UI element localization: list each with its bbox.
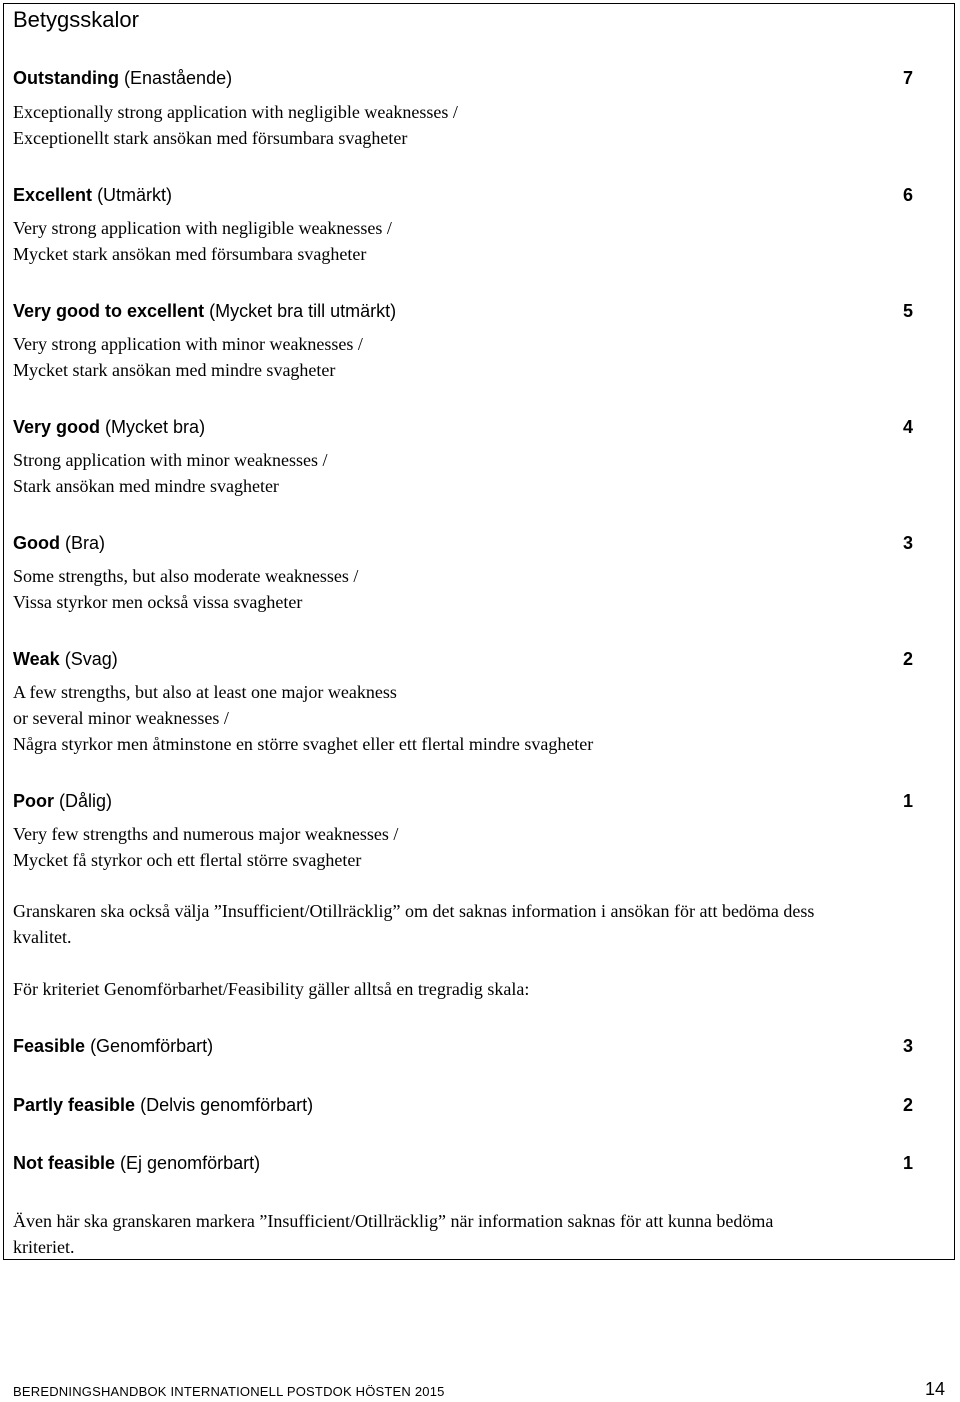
footer-title: BEREDNINGSHANDBOK INTERNATIONELL POSTDOK HÖSTEN 2015 — [13, 1384, 445, 1399]
grade-translation: (Utmärkt) — [97, 185, 173, 205]
feasibility-score: 3 — [902, 1036, 913, 1056]
description-line: Stark ansökan med mindre svagheter — [13, 476, 279, 496]
grade-heading — [13, 68, 913, 89]
grade-translation: (Bra) — [65, 533, 106, 553]
page-title: Betygsskalor — [13, 7, 139, 32]
grade-description — [13, 215, 943, 267]
note-line: kriteriet. — [13, 1237, 75, 1257]
feasibility-heading — [13, 1036, 913, 1057]
feasibility-intro: För kriteriet Genomförbarhet/Feasibility gäller alltså en tregradig skala: — [13, 979, 530, 999]
grade-score: 3 — [902, 533, 913, 553]
grade-label: Outstanding — [13, 68, 119, 88]
description-line: A few strengths, but also at least one major weakness — [13, 682, 397, 702]
grade-score: 4 — [902, 417, 913, 437]
description-line: Mycket få styrkor och ett flertal större svagheter — [13, 850, 362, 870]
grade-description — [13, 679, 943, 757]
grade-translation: (Svag) — [64, 649, 118, 669]
feasibility-label: Partly feasible — [13, 1095, 136, 1115]
grade-score: 1 — [902, 791, 913, 811]
feasibility-translation: (Ej genomförbart) — [120, 1153, 261, 1173]
grade-heading — [13, 649, 913, 670]
grade-label: Weak — [13, 649, 60, 669]
description-line: Strong application with minor weaknesses / — [13, 450, 328, 470]
description-line: Very strong application with minor weaknesses / — [13, 334, 363, 354]
grade-label: Poor — [13, 791, 55, 811]
grade-description — [13, 99, 943, 151]
grade-score: 2 — [902, 649, 913, 669]
feasibility-translation: (Delvis genomförbart) — [140, 1095, 314, 1115]
note-line: kvalitet. — [13, 927, 72, 947]
grade-description — [13, 447, 943, 499]
description-line: or several minor weaknesses / — [13, 708, 229, 728]
note-line: Granskaren ska också välja ”Insufficient/Otillräcklig” om det saknas information i ansökan för att bedöma dess — [13, 901, 815, 921]
feasibility-label: Not feasible — [13, 1153, 116, 1173]
feasibility-label: Feasible — [13, 1036, 86, 1056]
description-line: Very strong application with negligible weaknesses / — [13, 218, 392, 238]
grade-score: 5 — [902, 301, 913, 321]
grade-heading — [13, 417, 913, 438]
grade-label: Very good to excellent — [13, 301, 205, 321]
description-line: Exceptionally strong application with negligible weaknesses / — [13, 102, 458, 122]
grade-translation: (Enastående) — [124, 68, 233, 88]
description-line: Very few strengths and numerous major weaknesses / — [13, 824, 399, 844]
page-number: 14 — [925, 1379, 946, 1399]
grade-description — [13, 331, 943, 383]
grade-translation: (Mycket bra) — [105, 417, 206, 437]
feasibility-score: 2 — [902, 1095, 913, 1115]
description-line: Mycket stark ansökan med försumbara svagheter — [13, 244, 367, 264]
insufficient-note — [13, 898, 943, 950]
description-line: Vissa styrkor men också vissa svagheter — [13, 592, 303, 612]
description-line: Mycket stark ansökan med mindre svagheter — [13, 360, 336, 380]
grade-translation: (Dålig) — [59, 791, 113, 811]
grade-heading — [13, 791, 913, 812]
grade-description — [13, 821, 943, 873]
grade-score: 7 — [902, 68, 913, 88]
feasibility-heading — [13, 1153, 913, 1174]
grade-score: 6 — [902, 185, 913, 205]
description-line: Some strengths, but also moderate weaknesses / — [13, 566, 359, 586]
grade-heading — [13, 185, 913, 206]
final-note — [13, 1208, 943, 1260]
grade-label: Very good — [13, 417, 101, 437]
description-line: Exceptionellt stark ansökan med försumbara svagheter — [13, 128, 408, 148]
grade-label: Excellent — [13, 185, 93, 205]
note-line: Även här ska granskaren markera ”Insufficient/Otillräcklig” när information saknas för att kunna bedöma — [13, 1211, 774, 1231]
description-line: Några styrkor men åtminstone en större svaghet eller ett flertal mindre svagheter — [13, 734, 594, 754]
feasibility-score: 1 — [902, 1153, 913, 1173]
grade-translation: (Mycket bra till utmärkt) — [209, 301, 397, 321]
grade-label: Good — [13, 533, 60, 553]
grade-description — [13, 563, 943, 615]
feasibility-translation: (Genomförbart) — [90, 1036, 214, 1056]
grade-heading — [13, 533, 913, 554]
feasibility-heading — [13, 1095, 913, 1116]
grade-heading — [13, 301, 913, 322]
